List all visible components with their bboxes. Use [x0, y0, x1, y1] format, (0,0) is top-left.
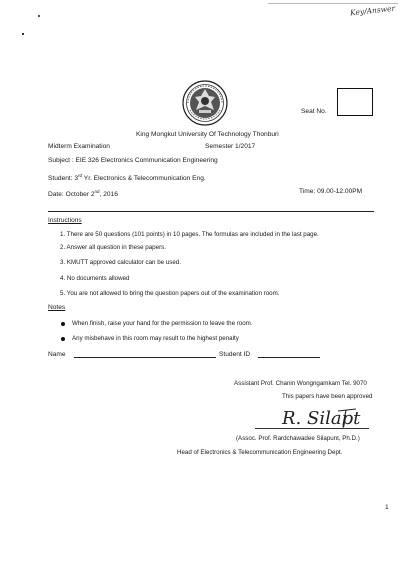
exam-type: Midterm Examination	[48, 143, 110, 150]
notes-heading: Notes	[48, 304, 66, 311]
page-number: 1	[385, 504, 389, 511]
date-prefix: Date: October 2	[48, 191, 95, 199]
instruction-item: 4. No documents allowed	[60, 275, 130, 282]
student-id-label: Student ID	[219, 351, 251, 358]
university-seal-logo	[182, 80, 228, 126]
instruction-item: 5. You are not allowed to bring the question papers out of the examination room.	[60, 290, 280, 297]
signature-line	[255, 428, 369, 429]
exam-time: Time: 09.00-12.00PM	[299, 188, 363, 195]
note-item: When finish, raise your hand for the permission to leave the room.	[72, 320, 253, 327]
student-id-field[interactable]	[258, 357, 320, 358]
instruction-item: 1. There are 50 questions (101 points) in 10 pages. The formulas are included in the last page.	[60, 231, 319, 238]
semester: Semester 1/2017	[205, 143, 256, 150]
stray-mark	[38, 15, 40, 17]
prepared-by: Assistant Prof. Chanin Wongngamkam Tel. 9070	[234, 380, 367, 387]
exam-date	[48, 188, 118, 199]
instruction-item: 2. Answer all question in these papers.	[60, 244, 166, 251]
student-year	[48, 172, 206, 183]
student-prefix: Student: 3	[48, 175, 79, 183]
name-label: Name	[48, 351, 66, 358]
seat-label: Seat No.	[301, 108, 327, 115]
handwritten-note: Key/Answer	[349, 3, 396, 18]
approver-name: (Assoc. Prof. Rardchawadee Silapunt, Ph.D.)	[236, 435, 360, 442]
note-item: Any misbehave in this room may result to the highest penalty	[72, 335, 239, 342]
university-name: King Mongkut University Of Technology Thonburi	[136, 131, 279, 138]
seat-number-box[interactable]	[337, 88, 373, 116]
separator-line	[48, 211, 374, 212]
instruction-item: 3. KMUTT approved calculator can be used.	[60, 259, 181, 266]
student-suffix: Yr. Electronics & Telecommunication Eng.	[82, 175, 206, 183]
approver-title: Head of Electronics & Telecommunication Engineering Dept.	[177, 449, 343, 456]
bullet-icon	[61, 322, 65, 326]
top-faint-line	[268, 3, 398, 4]
approved-note: This papers have been approved	[282, 393, 373, 400]
date-suffix: , 2016	[99, 191, 118, 199]
bullet-icon	[61, 337, 65, 341]
instructions-heading: Instructions	[48, 217, 82, 224]
stray-mark	[22, 33, 24, 35]
signature-glyph: R. Silapt	[282, 408, 361, 429]
subject: Subject : EIE 326 Electronics Communication Engineering	[48, 157, 218, 164]
date-sup: nd	[94, 189, 100, 194]
name-field[interactable]	[74, 357, 216, 358]
student-sup: rd	[78, 173, 83, 178]
